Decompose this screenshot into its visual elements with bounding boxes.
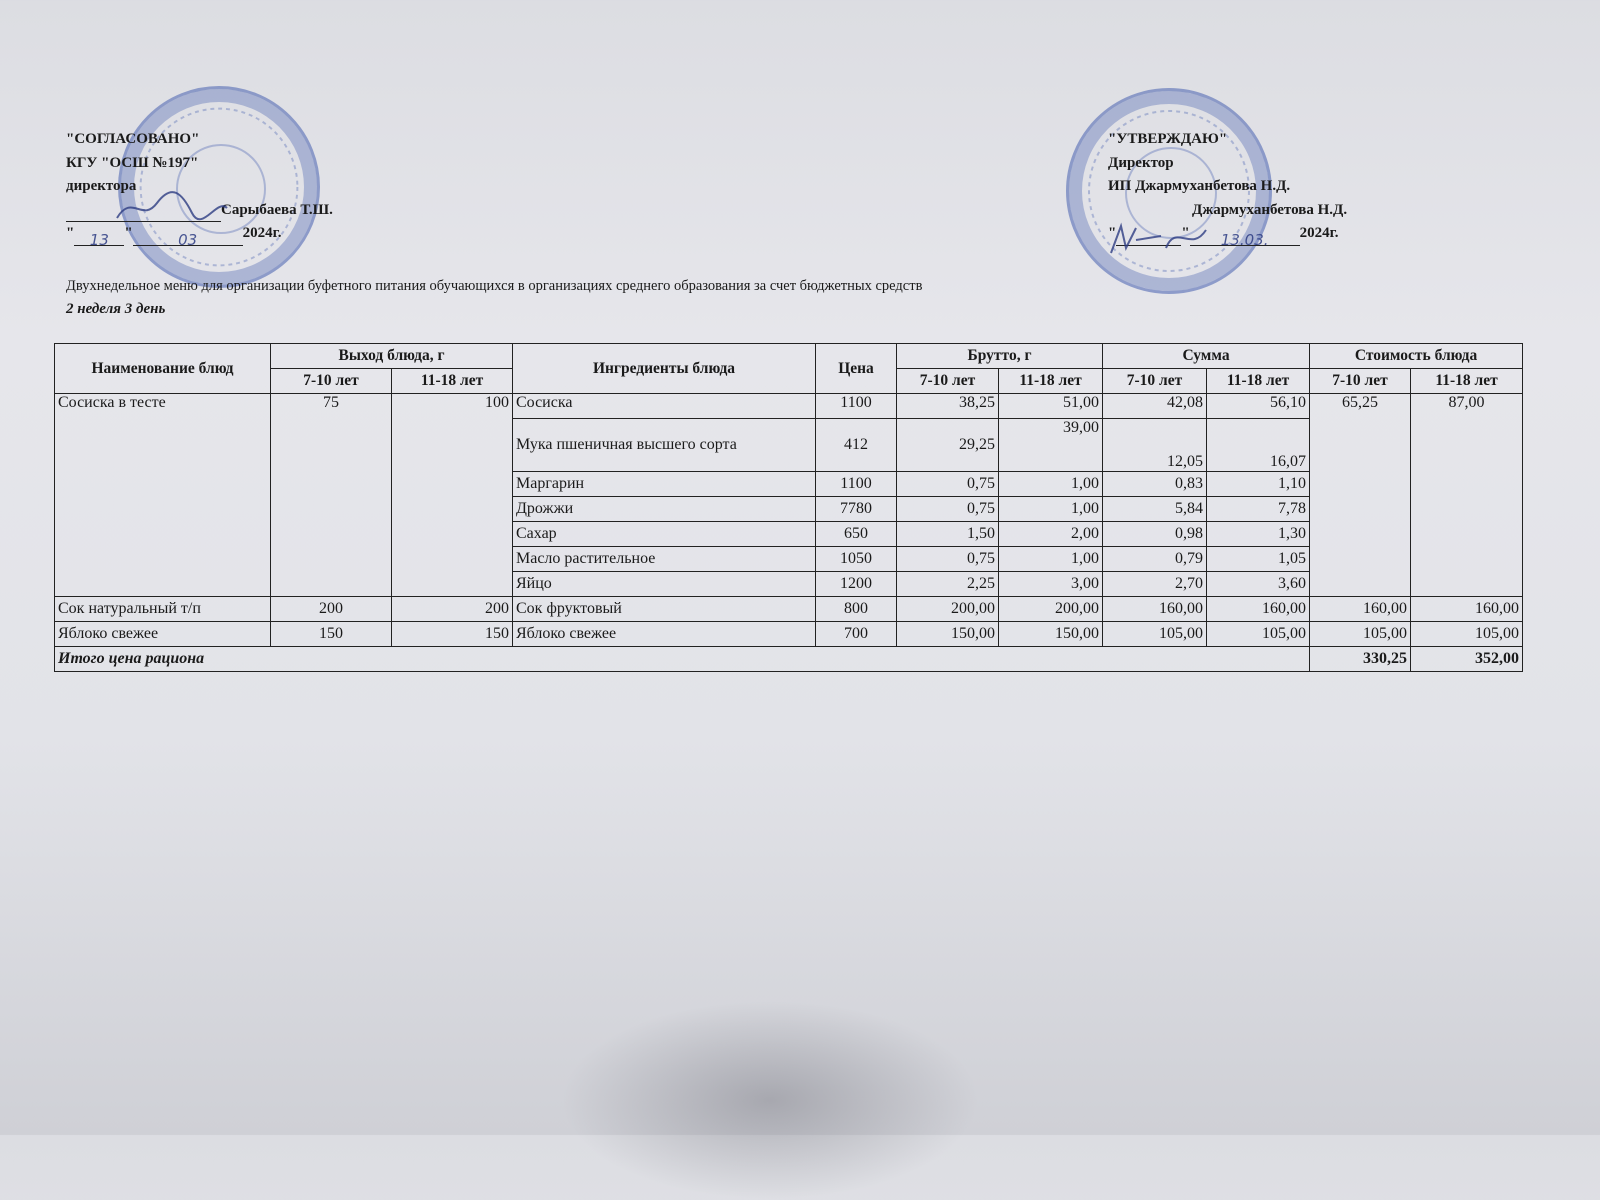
cost-cell: 87,00 xyxy=(1411,394,1523,597)
sum-cell: 1,30 xyxy=(1207,522,1310,547)
sum-cell: 105,00 xyxy=(1103,622,1207,647)
approve-label: "УТВЕРЖДАЮ" xyxy=(1108,131,1228,147)
gross-cell: 29,25 xyxy=(897,419,999,472)
gross-cell: 0,75 xyxy=(897,497,999,522)
total-row xyxy=(55,647,1523,672)
header-dish: Наименование блюд xyxy=(55,344,271,394)
sum-cell: 42,08 xyxy=(1103,394,1207,419)
sum-cell: 16,07 xyxy=(1207,419,1310,472)
gross-cell: 51,00 xyxy=(999,394,1103,419)
price-cell: 7780 xyxy=(816,497,897,522)
sum-cell: 7,78 xyxy=(1207,497,1310,522)
gross-cell: 200,00 xyxy=(999,597,1103,622)
header-age: 11-18 лет xyxy=(999,369,1103,394)
document-title: Двухнедельное меню для организации буфетного питания обучающихся в организациях среднего образования за счет бюджетных средств xyxy=(66,278,923,294)
gross-cell: 0,75 xyxy=(897,472,999,497)
cost-cell: 105,00 xyxy=(1411,622,1523,647)
header-sum: Сумма xyxy=(1103,344,1310,369)
ingredient-cell: Яблоко свежее xyxy=(513,622,816,647)
signature-scribble-right xyxy=(1106,218,1216,258)
header-age: 7-10 лет xyxy=(271,369,392,394)
header-age: 7-10 лет xyxy=(897,369,999,394)
sum-cell: 3,60 xyxy=(1207,572,1310,597)
cost-cell: 160,00 xyxy=(1411,597,1523,622)
dish-name: Сосиска в тесте xyxy=(55,394,271,597)
sum-cell: 105,00 xyxy=(1207,622,1310,647)
sum-cell: 0,83 xyxy=(1103,472,1207,497)
total-label: Итого цена рациона xyxy=(55,647,1310,672)
approval-block-right: "УТВЕРЖДАЮ" Директор ИП Джармуханбетова Н.Д. Джармуханбетова Н.Д. " " 13.03. 2024г. xyxy=(1108,128,1347,246)
cost-cell: 65,25 xyxy=(1310,394,1411,597)
ingredient-cell: Яйцо xyxy=(513,572,816,597)
photo-shadow xyxy=(560,1000,980,1200)
sum-cell: 5,84 xyxy=(1103,497,1207,522)
header-gross: Брутто, г xyxy=(897,344,1103,369)
signer-name: Сарыбаева Т.Ш. xyxy=(221,201,333,218)
director-label: Директор xyxy=(1108,154,1174,171)
date-year-right: 2024г. xyxy=(1299,225,1339,241)
gross-cell: 3,00 xyxy=(999,572,1103,597)
company-name: ИП Джармуханбетова Н.Д. xyxy=(1108,178,1291,194)
ingredient-cell: Сахар xyxy=(513,522,816,547)
price-cell: 1100 xyxy=(816,472,897,497)
sum-cell: 12,05 xyxy=(1103,419,1207,472)
ingredient-cell: Сосиска xyxy=(513,394,816,419)
ingredient-cell: Маргарин xyxy=(513,472,816,497)
yield-cell: 200 xyxy=(392,597,513,622)
cost-cell: 105,00 xyxy=(1310,622,1411,647)
dish-name: Сок натуральный т/п xyxy=(55,597,271,622)
cost-cell: 160,00 xyxy=(1310,597,1411,622)
sum-cell: 56,10 xyxy=(1207,394,1310,419)
agreed-label: "СОГЛАСОВАНО" xyxy=(66,131,200,147)
yield-cell: 150 xyxy=(271,622,392,647)
price-cell: 700 xyxy=(816,622,897,647)
gross-cell: 200,00 xyxy=(897,597,999,622)
yield-cell: 150 xyxy=(392,622,513,647)
header-ingredients: Ингредиенты блюда xyxy=(513,344,816,394)
menu-table xyxy=(54,343,1523,672)
ingredient-cell: Мука пшеничная высшего сорта xyxy=(513,419,816,472)
gross-cell: 150,00 xyxy=(897,622,999,647)
dish-name: Яблоко свежее xyxy=(55,622,271,647)
sum-cell: 0,79 xyxy=(1103,547,1207,572)
price-cell: 800 xyxy=(816,597,897,622)
gross-cell: 1,50 xyxy=(897,522,999,547)
sum-cell: 160,00 xyxy=(1103,597,1207,622)
total-cost: 330,25 xyxy=(1310,647,1411,672)
header-cost: Стоимость блюда xyxy=(1310,344,1523,369)
price-cell: 1200 xyxy=(816,572,897,597)
price-cell: 650 xyxy=(816,522,897,547)
price-cell: 1100 xyxy=(816,394,897,419)
sum-cell: 160,00 xyxy=(1207,597,1310,622)
date-year: 2024г. xyxy=(242,225,282,241)
week-day-label: 2 неделя 3 день xyxy=(66,301,166,317)
gross-cell: 150,00 xyxy=(999,622,1103,647)
gross-cell: 39,00 xyxy=(999,419,1103,472)
ingredient-cell: Дрожжи xyxy=(513,497,816,522)
gross-cell: 2,00 xyxy=(999,522,1103,547)
yield-cell: 75 xyxy=(271,394,392,597)
sum-cell: 1,05 xyxy=(1207,547,1310,572)
header-price: Цена xyxy=(816,344,897,394)
header-age: 11-18 лет xyxy=(1207,369,1310,394)
ingredient-cell: Сок фруктовый xyxy=(513,597,816,622)
gross-cell: 1,00 xyxy=(999,497,1103,522)
date-day: 13 xyxy=(74,229,124,246)
header-age: 7-10 лет xyxy=(1103,369,1207,394)
table-row xyxy=(55,597,1523,622)
sum-cell: 0,98 xyxy=(1103,522,1207,547)
price-cell: 412 xyxy=(816,419,897,472)
school-name: КГУ "ОСШ №197" xyxy=(66,154,199,171)
gross-cell: 2,25 xyxy=(897,572,999,597)
gross-cell: 1,00 xyxy=(999,472,1103,497)
position-label: директора xyxy=(66,178,137,194)
gross-cell: 38,25 xyxy=(897,394,999,419)
date-month: 03 xyxy=(133,229,243,246)
header-age: 7-10 лет xyxy=(1310,369,1411,394)
table-row xyxy=(55,394,1523,419)
ingredient-cell: Масло растительное xyxy=(513,547,816,572)
gross-cell: 1,00 xyxy=(999,547,1103,572)
gross-cell: 0,75 xyxy=(897,547,999,572)
header-age: 11-18 лет xyxy=(1411,369,1523,394)
signature-scribble-left xyxy=(112,188,232,228)
director-name: Джармуханбетова Н.Д. xyxy=(1192,201,1348,218)
approval-block-left: "СОГЛАСОВАНО" КГУ "ОСШ №197" директора Сарыбаева Т.Ш. " 13 " 03 2024г. xyxy=(66,128,333,246)
date-right: 13.03. xyxy=(1190,229,1300,246)
yield-cell: 200 xyxy=(271,597,392,622)
sum-cell: 2,70 xyxy=(1103,572,1207,597)
table-row xyxy=(55,622,1523,647)
sum-cell: 1,10 xyxy=(1207,472,1310,497)
total-cost: 352,00 xyxy=(1411,647,1523,672)
price-cell: 1050 xyxy=(816,547,897,572)
yield-cell: 100 xyxy=(392,394,513,597)
header-yield: Выход блюда, г xyxy=(271,344,513,369)
header-age: 11-18 лет xyxy=(392,369,513,394)
